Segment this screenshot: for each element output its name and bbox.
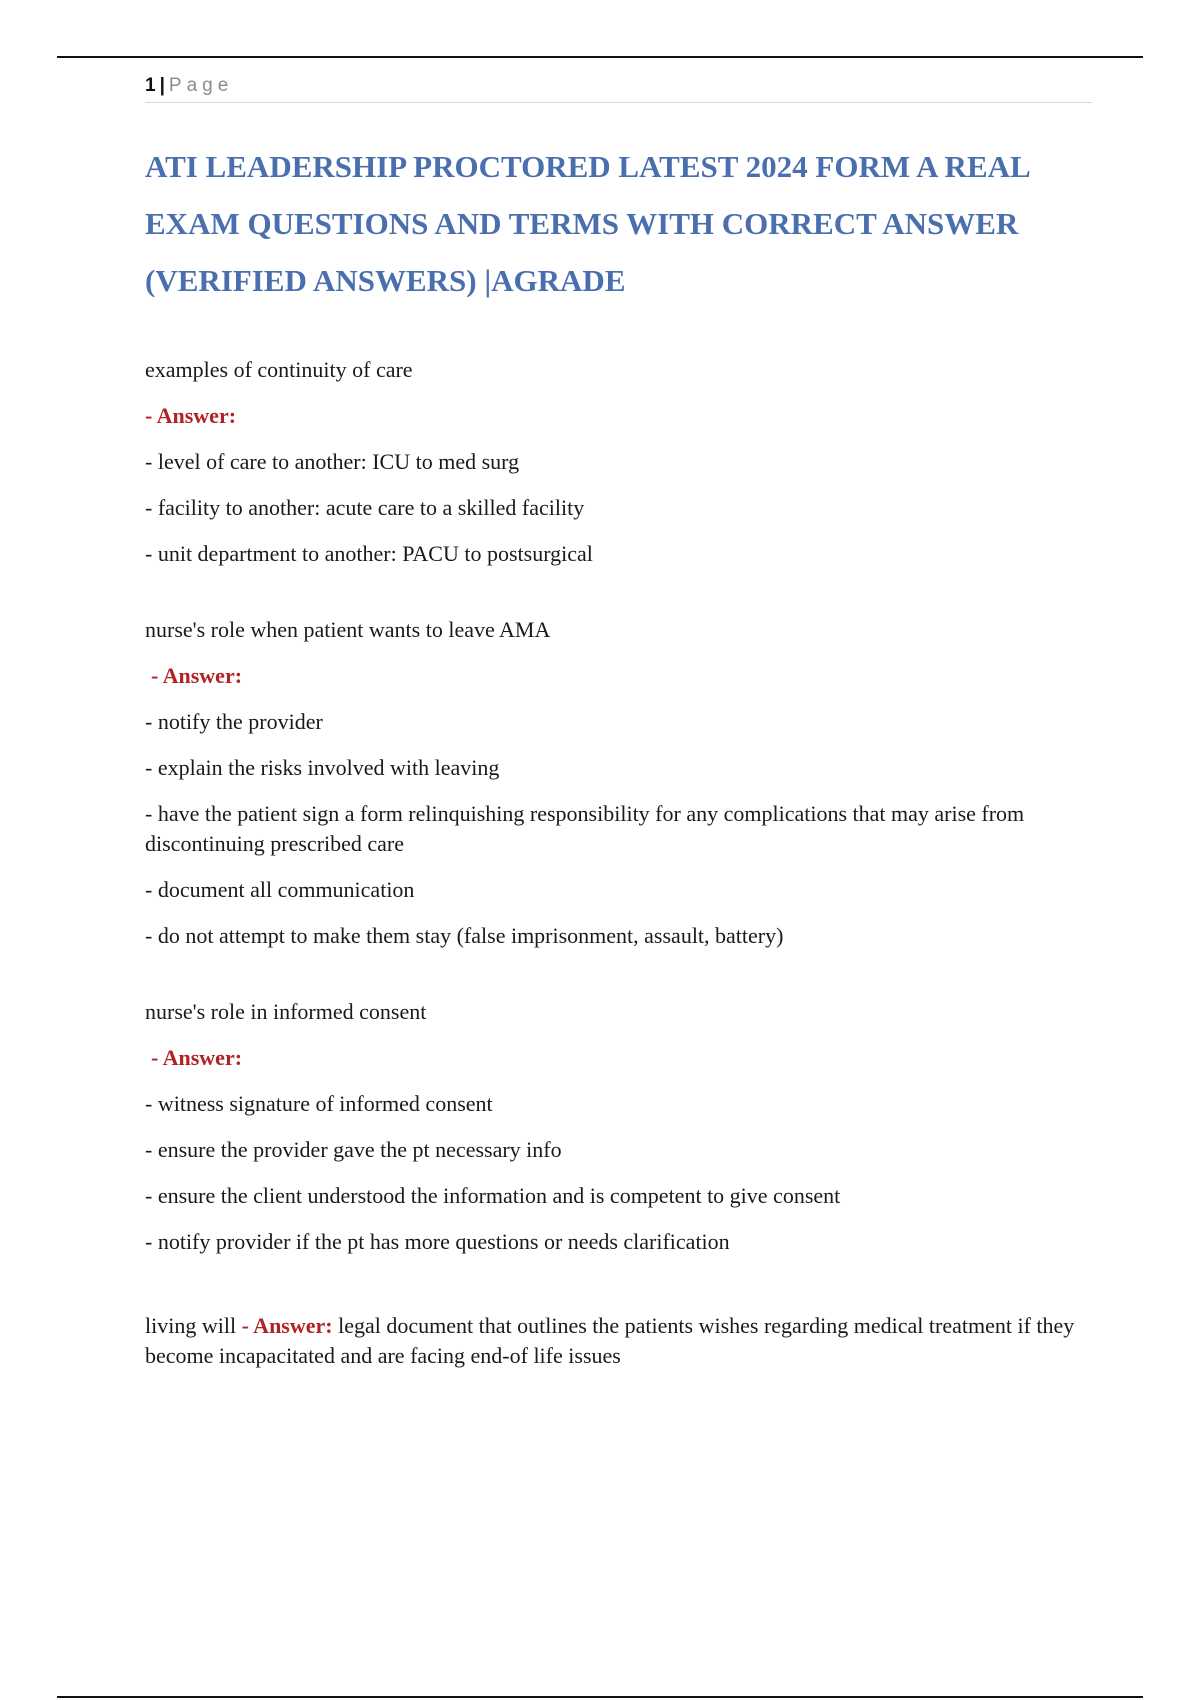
page-separator: |: [159, 75, 165, 96]
answer-label: - Answer:: [151, 1045, 243, 1070]
answer-item: - ensure the provider gave the pt necessary info: [145, 1137, 562, 1162]
answer-item: - notify provider if the pt has more questions or needs clarification: [145, 1229, 730, 1254]
answer-item: - have the patient sign a form relinquishing responsibility for any complications that may arise from discontinuing prescribed care: [145, 801, 1025, 856]
top-rule: [57, 56, 1143, 58]
answer-item: - do not attempt to make them stay (false imprisonment, assault, battery): [145, 923, 784, 948]
question-text: living will: [145, 1313, 237, 1338]
answer-item: - facility to another: acute care to a skilled facility: [145, 495, 585, 520]
answer-item: - unit department to another: PACU to postsurgical: [145, 541, 593, 566]
page-label: Page: [168, 75, 234, 96]
qa-block-continuity: [145, 355, 1095, 569]
qa-block-informed-consent: [145, 997, 1095, 1257]
answer-item: - document all communication: [145, 877, 415, 902]
answer-item: - level of care to another: ICU to med surg: [145, 449, 520, 474]
qa-block-living-will: [145, 1311, 1095, 1371]
question-text: examples of continuity of care: [145, 357, 413, 382]
answer-label: - Answer:: [145, 403, 237, 428]
answer-item: - witness signature of informed consent: [145, 1091, 493, 1116]
question-text: nurse's role when patient wants to leave AMA: [145, 617, 551, 642]
question-text: nurse's role in informed consent: [145, 999, 427, 1024]
answer-item: - explain the risks involved with leaving: [145, 755, 500, 780]
answer-label: - Answer:: [241, 1313, 333, 1338]
page-header: [145, 72, 1092, 103]
bottom-rule: [57, 1696, 1143, 1698]
qa-block-ama: [145, 615, 1095, 951]
answer-item: - ensure the client understood the information and is competent to give consent: [145, 1183, 841, 1208]
answer-item: - notify the provider: [145, 709, 323, 734]
document-title: ATI LEADERSHIP PROCTORED LATEST 2024 FORM A REAL EXAM QUESTIONS AND TERMS WITH CORRECT ANSWER (VERIFIED ANSWERS) |AGRADE: [145, 149, 1031, 298]
answer-label: - Answer:: [151, 663, 243, 688]
page-number: 1: [145, 75, 156, 96]
document-body: [145, 355, 1095, 1393]
answer-text: legal document that outlines the patients wishes regarding medical treatment if they become incapacitated and are facing end-of life issues: [145, 1313, 1075, 1368]
